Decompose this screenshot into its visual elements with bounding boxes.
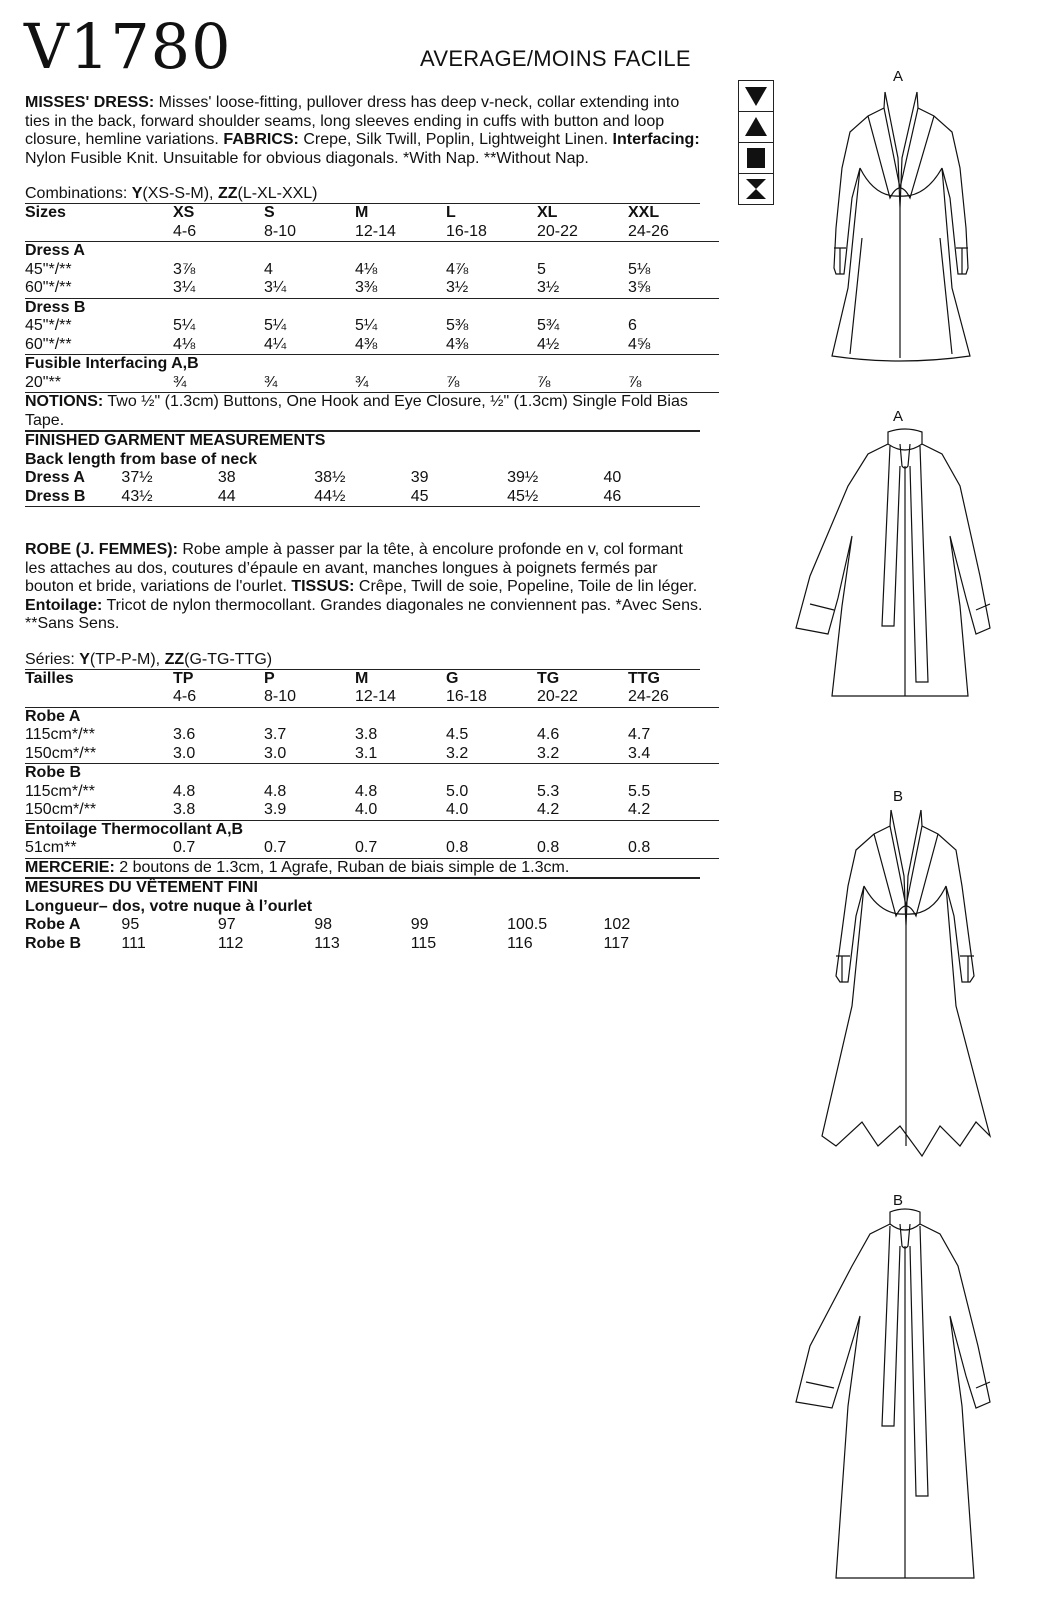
yardage-row [25, 726, 719, 745]
yardage-value: 3¼ [264, 279, 355, 298]
description-heading: Entoilage: [25, 596, 103, 614]
triangle-down-icon [739, 81, 773, 112]
dress-b-front-illustration [800, 806, 1010, 1166]
size-code: TP [173, 669, 194, 687]
finished-value: 111 [121, 934, 146, 952]
sizes-header-row [25, 204, 719, 223]
yardage-value: 0.8 [537, 839, 628, 858]
sizes-label: Sizes [25, 204, 66, 221]
yardage-value: 4.8 [264, 782, 287, 800]
yardage-value: ⅞ [628, 374, 719, 393]
view-label-a-back: A [893, 408, 904, 425]
view-label-b-back: B [893, 1192, 904, 1209]
size-code: XL [537, 204, 558, 221]
yardage-value: 3.9 [264, 801, 355, 820]
empty-cell [25, 688, 173, 707]
yardage-value: 4⅞ [446, 260, 469, 278]
description-heading: ROBE (J. FEMMES): [25, 541, 178, 558]
yardage-value: ⅞ [537, 374, 628, 393]
finished-value: 99 [410, 916, 429, 933]
yardage-value: 4.8 [173, 782, 196, 800]
finished-measurements-table [25, 432, 700, 507]
finished-sub-row [25, 451, 700, 470]
fabric-width: 45"*/** [25, 260, 72, 278]
yardage-value: 3.7 [264, 726, 287, 743]
finished-subtitle: Back length from base of neck [25, 450, 258, 468]
dress-b-back-illustration [790, 1206, 1020, 1586]
empty-cell [25, 223, 173, 242]
combination-zz-sizes: (G-TG-TTG) [184, 650, 273, 668]
yardage-value: 4.7 [628, 726, 651, 743]
finished-value: 97 [217, 916, 236, 933]
fabric-width: 60"*/** [25, 279, 173, 298]
yardage-value: 5 [537, 260, 546, 278]
fabric-width: 115cm*/** [25, 782, 95, 800]
yardage-value: 3.1 [355, 745, 446, 764]
yardage-value: 4.5 [446, 726, 469, 743]
finished-title: MESURES DU VÊTEMENT FINI [25, 879, 258, 896]
finished-value: 40 [603, 469, 622, 486]
combination-y: Y [79, 650, 90, 668]
group-title: Entoilage Thermocollant A,B [25, 820, 244, 838]
triangle-up-icon [739, 112, 773, 143]
finished-subtitle: Longueur– dos, votre nuque à l’ourlet [25, 897, 313, 915]
combination-y-sizes: (TP-P-M), [89, 650, 165, 668]
combination-zz-sizes: (L-XL-XXL) [237, 185, 318, 202]
yardage-value: 4.2 [537, 801, 628, 820]
finished-value: 102 [603, 916, 631, 933]
description-text: Crêpe, Twill de soie, Popeline, Toile de lin léger. [354, 578, 698, 595]
yardage-value: 3.8 [173, 801, 264, 820]
english-section [25, 94, 705, 507]
hourglass-icon [739, 174, 773, 204]
group-title: Robe B [25, 764, 81, 781]
group-title-row [25, 820, 719, 839]
yardage-row [25, 261, 719, 280]
finished-title: FINISHED GARMENT MEASUREMENTS [25, 432, 326, 449]
fabric-width: 150cm*/** [25, 801, 173, 820]
group-title: Dress B [25, 298, 86, 316]
yardage-value: 0.7 [173, 839, 264, 858]
nap-legend [738, 80, 774, 205]
finished-value: 45 [411, 488, 507, 507]
combination-zz: ZZ [164, 650, 185, 668]
size-code: TTG [628, 669, 660, 687]
notions-text: 2 boutons de 1.3cm, 1 Agrafe, Ruban de biais simple de 1.3cm. [114, 858, 570, 876]
size-combinations [25, 185, 705, 203]
yardage-value: 0.8 [628, 839, 719, 858]
combination-y-sizes: (XS-S-M), [142, 185, 218, 202]
yardage-value: 0.8 [446, 839, 537, 858]
size-number: 20-22 [537, 688, 628, 707]
yardage-row [25, 374, 719, 393]
fabric-width: 60"*/** [25, 336, 173, 355]
finished-value: 115 [410, 934, 437, 952]
size-number: 20-22 [537, 223, 628, 242]
yardage-table [25, 670, 719, 859]
group-title: Fusible Interfacing A,B [25, 355, 199, 372]
yardage-value: 3.4 [628, 745, 719, 764]
yardage-value: 0.7 [264, 839, 355, 858]
finished-measurements-table [25, 879, 700, 953]
group-title-row [25, 707, 719, 726]
size-number: 4-6 [173, 223, 264, 242]
description-text: Nylon Fusible Knit. Unsuitable for obvious diagonals. *With Nap. **Without Nap. [25, 149, 589, 167]
fabric-width: 45"*/** [25, 317, 72, 334]
description-heading: MISSES' DRESS: [25, 94, 155, 111]
yardage-value: 4.0 [355, 801, 446, 820]
yardage-value: 5¼ [264, 317, 287, 334]
description-text: Tricot de nylon thermocollant. Grandes diagonales ne conviennent pas. *Avec Sens. **Sans Sens. [25, 596, 703, 632]
size-code: XXL [628, 204, 660, 221]
finished-value: 37½ [121, 469, 153, 486]
yardage-value: 6 [628, 317, 637, 334]
yardage-value: 3.0 [173, 745, 264, 764]
fabric-width: 150cm*/** [25, 745, 173, 764]
french-section [25, 541, 705, 953]
yardage-value: 4⅜ [446, 336, 537, 355]
description-text: Robe ample à passer par la tête, à encolure profonde en v, col formant les attaches au dos, coutures d’épaule en avant, manches longues à poignets fermés par bouton et bride, variations de l'ourlet. [25, 541, 683, 595]
yardage-value: 3⅝ [628, 279, 719, 298]
yardage-value: 4⅜ [355, 336, 446, 355]
yardage-value: 4 [264, 260, 273, 278]
finished-value: 43½ [121, 488, 217, 507]
finished-value: 113 [314, 934, 340, 952]
yardage-value: 3⅞ [173, 260, 196, 278]
yardage-value: 4.0 [446, 801, 537, 820]
yardage-value: 3¼ [173, 279, 264, 298]
finished-value: 38 [217, 469, 236, 486]
combination-zz: ZZ [217, 185, 238, 202]
finished-label: Robe A [25, 916, 81, 933]
yardage-value: 0.7 [355, 839, 446, 858]
combinations-label: Combinations: [25, 185, 132, 202]
group-title-row [25, 355, 719, 374]
notions-paragraph [25, 393, 705, 430]
finished-value: 45½ [507, 488, 603, 507]
fabric-width: 20"** [25, 374, 173, 393]
size-number: 24-26 [628, 688, 719, 707]
yardage-value: 5.5 [628, 782, 651, 800]
size-number: 24-26 [628, 223, 719, 242]
finished-value: 116 [507, 934, 533, 952]
yardage-value: 5¼ [173, 317, 196, 334]
yardage-value: ¾ [355, 374, 446, 393]
size-number: 12-14 [355, 223, 446, 242]
size-code: G [446, 669, 459, 687]
yardage-value: ¾ [173, 374, 264, 393]
yardage-value: 4½ [537, 336, 628, 355]
finished-row [25, 935, 700, 954]
finished-sub-row [25, 898, 700, 917]
dress-a-front-illustration [780, 88, 1020, 368]
view-label-a-front: A [893, 68, 904, 85]
notions-label: MERCERIE: [25, 858, 115, 876]
yardage-value: 3½ [446, 279, 537, 298]
yardage-value: 5¼ [355, 317, 378, 334]
notions-label: NOTIONS: [25, 393, 104, 410]
size-number: 16-18 [446, 223, 537, 242]
yardage-row [25, 745, 719, 764]
finished-value: 44 [218, 488, 314, 507]
yardage-value: 4.6 [537, 726, 560, 743]
fabric-width: 51cm** [25, 839, 173, 858]
finished-value: 100.5 [507, 916, 548, 933]
description-heading: Interfacing: [612, 131, 700, 148]
yardage-value: 5⅛ [628, 260, 651, 278]
pattern-number: V1780 [24, 10, 232, 83]
yardage-value: ¾ [264, 374, 355, 393]
finished-row [25, 916, 700, 935]
finished-title-row [25, 879, 700, 898]
group-title-row [25, 298, 719, 317]
size-number: 8-10 [264, 688, 355, 707]
yardage-value: 4¼ [264, 336, 355, 355]
size-code: P [264, 669, 275, 687]
group-title: Dress A [25, 242, 85, 259]
description-text: Misses' loose-fitting, pullover dress has deep v-neck, collar extending into ties in the back, forward shoulder seams, long sleeves ending in cuffs with button and loop closure, hemline variations. [25, 94, 680, 148]
yardage-value: 4⅛ [355, 260, 378, 278]
finished-value: 98 [314, 916, 333, 933]
yardage-row [25, 801, 719, 820]
yardage-value: 3½ [537, 279, 628, 298]
finished-label: Dress B [25, 488, 121, 507]
group-title-row [25, 764, 719, 783]
yardage-row [25, 839, 719, 858]
group-title-row [25, 242, 719, 261]
finished-value: 44½ [314, 488, 410, 507]
size-code: L [446, 204, 456, 221]
yardage-value: 3.2 [537, 745, 628, 764]
finished-row [25, 488, 700, 507]
finished-value: 112 [217, 934, 244, 952]
size-combinations [25, 651, 705, 669]
description-heading: FABRICS: [223, 131, 299, 148]
finished-value: 117 [603, 934, 630, 952]
size-numbers-row [25, 688, 719, 707]
view-label-b-front: B [893, 788, 904, 805]
description-heading: TISSUS: [291, 578, 355, 595]
square-icon [739, 143, 773, 174]
notions-text: Two ½" (1.3cm) Buttons, One Hook and Eye Closure, ½" (1.3cm) Single Fold Bias Tape. [25, 393, 688, 429]
yardage-value: 3.2 [446, 745, 537, 764]
description-text: Crepe, Silk Twill, Poplin, Lightweight Linen. [298, 131, 613, 148]
yardage-value: 5⅜ [446, 317, 469, 334]
size-code: TG [537, 669, 560, 687]
sizes-header-row [25, 670, 719, 689]
yardage-row [25, 317, 719, 336]
finished-label: Robe B [25, 934, 81, 952]
finished-value: 38½ [314, 469, 346, 486]
yardage-value: ⅞ [446, 374, 537, 393]
finished-value: 95 [121, 916, 140, 933]
yardage-value: 3.6 [173, 726, 196, 743]
size-code: M [355, 204, 369, 221]
yardage-value: 4.8 [355, 782, 378, 800]
yardage-row [25, 336, 719, 355]
yardage-value: 3.8 [355, 726, 378, 743]
yardage-value: 3⅜ [355, 279, 446, 298]
finished-value: 39 [410, 469, 429, 486]
dress-a-back-illustration [790, 426, 1020, 706]
yardage-value: 4⅝ [628, 336, 719, 355]
yardage-table [25, 204, 719, 393]
yardage-value: 5.3 [537, 782, 560, 800]
description-paragraph [25, 94, 705, 168]
yardage-row [25, 279, 719, 298]
yardage-value: 4.2 [628, 801, 719, 820]
sizes-label: Tailles [25, 669, 74, 687]
size-code: M [355, 669, 369, 687]
yardage-value: 4⅛ [173, 336, 264, 355]
combinations-label: Séries: [25, 650, 80, 668]
size-number: 4-6 [173, 688, 264, 707]
finished-label: Dress A [25, 469, 85, 486]
finished-value: 39½ [507, 469, 539, 486]
description-paragraph [25, 541, 705, 634]
finished-value: 46 [604, 488, 700, 507]
size-number: 8-10 [264, 223, 355, 242]
group-title: Robe A [25, 707, 81, 725]
size-code: XS [173, 204, 195, 221]
difficulty-level: AVERAGE/MOINS FACILE [420, 46, 691, 71]
size-number: 16-18 [446, 688, 537, 707]
yardage-value: 5.0 [446, 782, 469, 800]
size-numbers-row [25, 223, 719, 242]
finished-row [25, 469, 700, 488]
notions-paragraph [25, 859, 705, 878]
fabric-width: 115cm*/** [25, 726, 95, 743]
yardage-value: 3.0 [264, 745, 355, 764]
size-number: 12-14 [355, 688, 446, 707]
finished-title-row [25, 432, 700, 451]
yardage-row [25, 783, 719, 802]
size-code: S [264, 204, 275, 221]
combination-y: Y [131, 185, 143, 202]
yardage-value: 5¾ [537, 317, 560, 334]
